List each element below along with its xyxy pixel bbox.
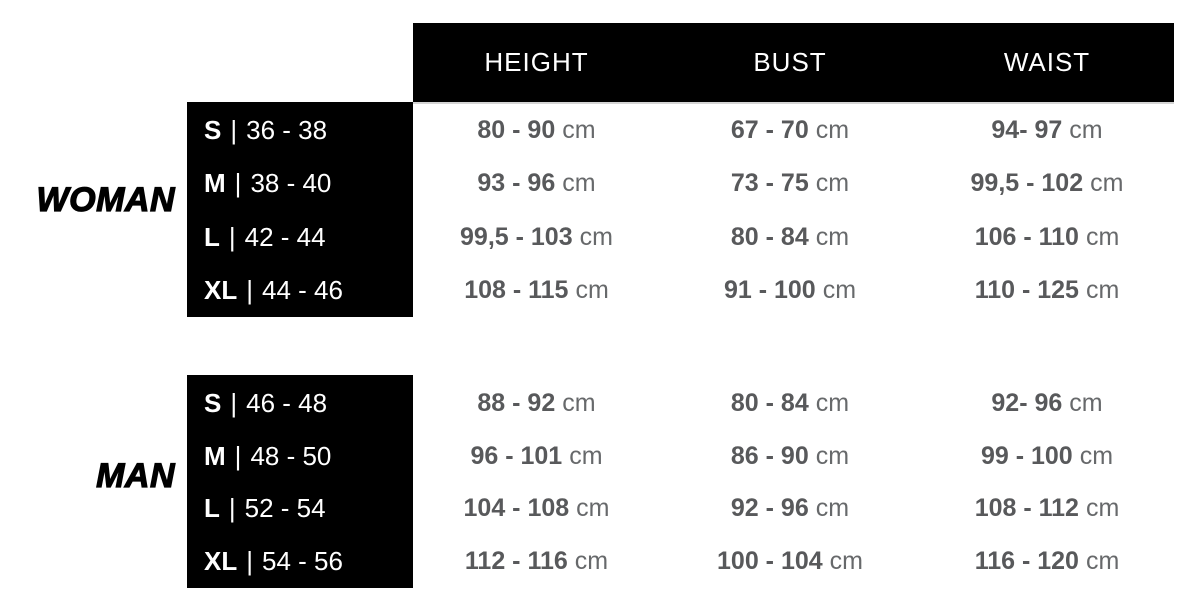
size-label: L <box>204 221 220 252</box>
table-row-man-xl <box>0 535 1200 588</box>
waist-value: 92- 96 <box>991 388 1063 417</box>
column-header-height: HEIGHT <box>484 47 589 77</box>
bust-value: 80 - 84 <box>730 222 809 251</box>
height-value: 108 - 115 <box>464 275 569 304</box>
unit-label: cm <box>562 169 596 198</box>
waist-value: 108 - 112 <box>974 494 1079 523</box>
height-value: 93 - 96 <box>477 169 556 198</box>
size-range: 38 - 40 <box>250 168 332 199</box>
unit-label: cm <box>1085 494 1120 523</box>
column-header-bust: BUST <box>753 47 827 77</box>
size-separator: | <box>230 387 238 418</box>
waist-value: 94- 97 <box>991 116 1063 145</box>
unit-label: cm <box>1069 388 1103 417</box>
table-row-man-l <box>0 483 1200 536</box>
size-label: L <box>204 493 220 524</box>
size-range: 48 - 50 <box>250 440 332 471</box>
unit-label: cm <box>1069 116 1103 145</box>
bust-cell <box>660 223 920 252</box>
unit-label: cm <box>1085 547 1120 576</box>
waist-cell <box>920 389 1174 418</box>
size-separator: | <box>230 115 238 146</box>
unit-label: cm <box>576 494 610 523</box>
height-value: 80 - 90 <box>477 116 556 145</box>
waist-value: 116 - 120 <box>974 547 1079 576</box>
size-separator: | <box>228 493 236 524</box>
size-label: XL <box>204 274 238 305</box>
man-section <box>0 375 1200 588</box>
unit-label: cm <box>569 441 603 470</box>
unit-label: cm <box>1090 169 1124 198</box>
bust-cell <box>660 442 920 471</box>
table-row-man-m <box>0 430 1200 483</box>
unit-label: cm <box>815 494 850 523</box>
height-cell <box>413 442 660 471</box>
bust-cell <box>660 276 920 305</box>
bust-value: 91 - 100 <box>723 275 816 304</box>
size-cell <box>187 441 413 472</box>
bust-cell <box>660 547 920 576</box>
size-label: M <box>204 168 226 199</box>
unit-label: cm <box>579 222 613 251</box>
unit-label: cm <box>1085 222 1120 251</box>
bust-value: 86 - 90 <box>730 441 809 470</box>
waist-value: 99 - 100 <box>980 441 1073 470</box>
bust-value: 67 - 70 <box>730 116 809 145</box>
height-cell <box>413 169 660 198</box>
unit-label: cm <box>822 275 857 304</box>
column-header-waist: WAIST <box>1003 47 1091 77</box>
size-range: 46 - 48 <box>246 387 328 418</box>
bust-value: 73 - 75 <box>730 169 809 198</box>
waist-value: 106 - 110 <box>974 222 1079 251</box>
table-row-woman-xl <box>0 264 1200 317</box>
size-cell <box>187 493 413 524</box>
size-separator: | <box>246 546 253 577</box>
waist-cell <box>920 442 1174 471</box>
height-cell <box>413 116 660 145</box>
height-value: 99,5 - 103 <box>460 222 573 251</box>
table-header <box>413 23 1174 104</box>
bust-cell <box>660 494 920 523</box>
size-separator: | <box>234 440 242 471</box>
size-range: 52 - 54 <box>244 493 326 524</box>
bust-cell <box>660 169 920 198</box>
waist-cell <box>920 169 1174 198</box>
height-cell <box>413 494 660 523</box>
bust-cell <box>660 116 920 145</box>
size-cell <box>187 168 413 199</box>
waist-cell <box>920 116 1174 145</box>
waist-cell <box>920 494 1174 523</box>
unit-label: cm <box>815 169 850 198</box>
height-value: 112 - 116 <box>464 547 568 576</box>
height-cell <box>413 547 660 576</box>
size-range: 54 - 56 <box>262 546 343 577</box>
waist-cell <box>920 223 1174 252</box>
bust-cell <box>660 389 920 418</box>
unit-label: cm <box>1079 441 1114 470</box>
height-cell <box>413 223 660 252</box>
unit-label: cm <box>815 388 850 417</box>
waist-value: 110 - 125 <box>974 275 1079 304</box>
unit-label: cm <box>562 388 596 417</box>
size-separator: | <box>234 168 242 199</box>
unit-label: cm <box>829 547 863 576</box>
bust-value: 80 - 84 <box>730 388 809 417</box>
height-cell <box>413 389 660 418</box>
size-range: 44 - 46 <box>262 274 343 305</box>
unit-label: cm <box>815 441 850 470</box>
size-label: M <box>204 440 226 471</box>
group-label-woman: WOMAN <box>36 181 175 219</box>
height-value: 96 - 101 <box>470 441 563 470</box>
waist-cell <box>920 547 1174 576</box>
table-row-woman-l <box>0 211 1200 264</box>
unit-label: cm <box>815 222 850 251</box>
unit-label: cm <box>562 116 596 145</box>
size-cell <box>187 222 413 253</box>
woman-section <box>0 102 1200 317</box>
size-cell <box>187 275 413 306</box>
table-row-man-s <box>0 377 1200 430</box>
size-cell <box>187 546 413 577</box>
waist-value: 99,5 - 102 <box>970 169 1084 198</box>
table-row-woman-m <box>0 157 1200 210</box>
size-cell <box>187 388 413 419</box>
unit-label: cm <box>574 547 609 576</box>
unit-label: cm <box>815 116 850 145</box>
size-label: S <box>204 387 222 418</box>
size-separator: | <box>228 221 236 252</box>
unit-label: cm <box>1085 275 1120 304</box>
unit-label: cm <box>575 275 609 304</box>
height-cell <box>413 276 660 305</box>
bust-value: 92 - 96 <box>730 494 809 523</box>
bust-value: 100 - 104 <box>717 547 823 576</box>
height-value: 104 - 108 <box>463 494 570 523</box>
size-range: 42 - 44 <box>244 221 326 252</box>
waist-cell <box>920 276 1174 305</box>
size-range: 36 - 38 <box>246 115 328 146</box>
height-value: 88 - 92 <box>477 388 556 417</box>
size-cell <box>187 115 413 146</box>
size-label: S <box>204 115 222 146</box>
table-row-woman-s <box>0 104 1200 157</box>
size-label: XL <box>204 546 238 577</box>
size-separator: | <box>246 274 253 305</box>
group-label-man: MAN <box>96 457 175 495</box>
